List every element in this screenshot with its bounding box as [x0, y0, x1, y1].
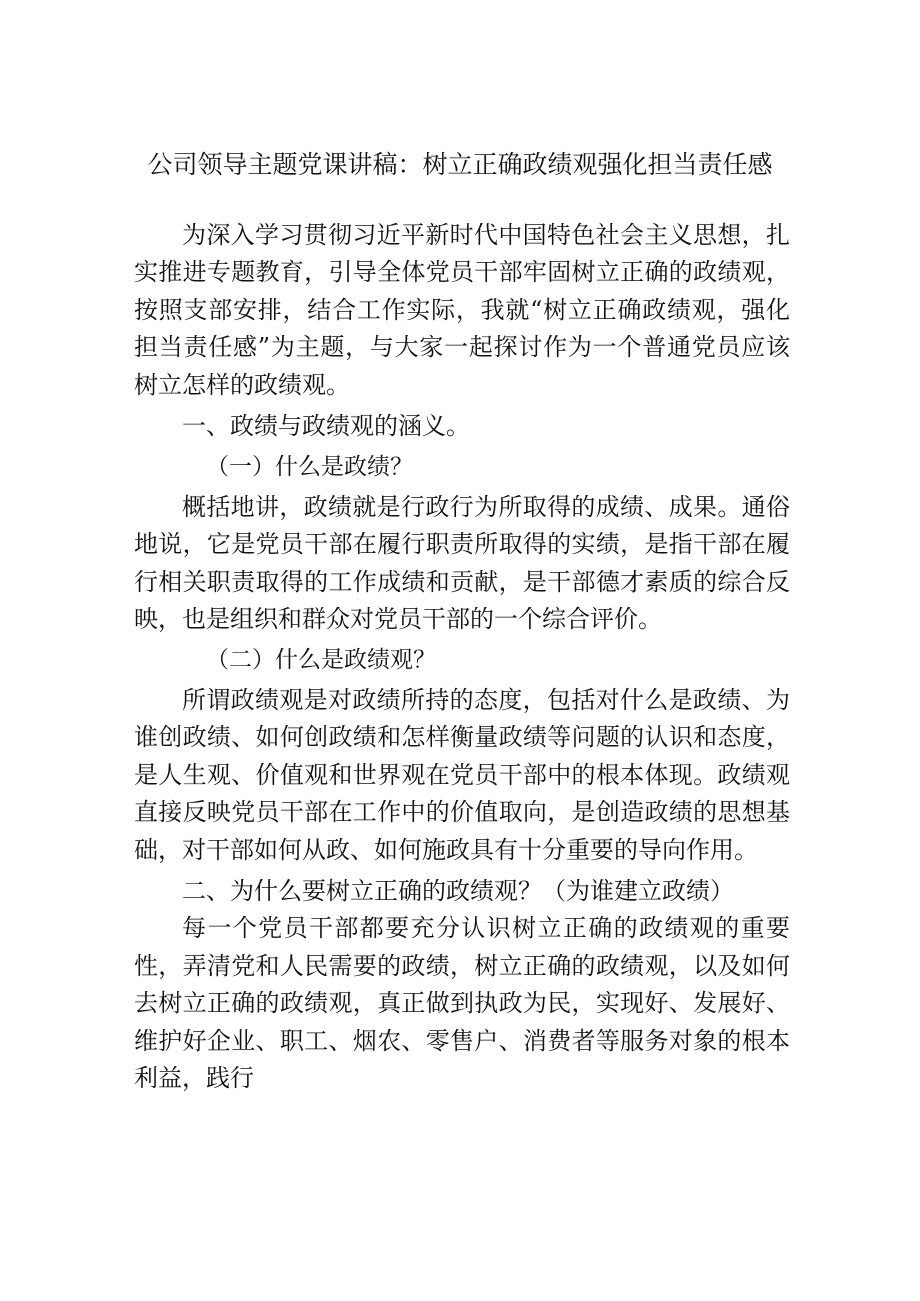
section-2-heading: 二、为什么要树立正确的政绩观？（为谁建立政绩）: [182, 876, 734, 905]
section-1-2-heading: （二）什么是政绩观？: [206, 647, 436, 674]
section-2-paragraph: 每一个党员干部都要充分认识树立正确的政绩观的重要性，弄清党和人民需要的政绩，树立正确的政绩观，以及如何去树立正确的政绩观，真正做到执政为民，实现好、发展好、维护好企业、职工、烟农、零售户、消费者等服务对象的根本利益，践行: [134, 914, 790, 1092]
section-1-heading: 一、政绩与政绩观的涵义。: [182, 412, 470, 441]
section-1-1-paragraph: 概括地讲，政绩就是行政行为所取得的成绩、成果。通俗地说，它是党员干部在履行职责所取得的实绩，是指干部在履行相关职责取得的工作成绩和贡献，是干部德才素质的综合反映，也是组织和群众对党员干部的一个综合评价。: [134, 492, 790, 634]
document-body: [134, 217, 790, 1097]
section-1-1-heading: （一）什么是政绩？: [206, 454, 413, 481]
intro-paragraph: 为深入学习贯彻习近平新时代中国特色社会主义思想，扎实推进专题教育，引导全体党员干部牢固树立正确的政绩观，按照支部安排，结合工作实际，我就“树立正确政绩观，强化担当责任感”为主题，与大家一起探讨作为一个普通党员应该树立怎样的政绩观。: [134, 221, 790, 399]
document-title: 公司领导主题党课讲稿：树立正确政绩观强化担当责任感: [147, 150, 773, 179]
section-1-2-paragraph: 所谓政绩观是对政绩所持的态度，包括对什么是政绩、为谁创政绩、如何创政绩和怎样衡量政绩等问题的认识和态度，是人生观、价值观和世界观在党员干部中的根本体现。政绩观直接反映党员干部在工作中的价值取向，是创造政绩的思想基础，对干部如何从政、如何施政具有十分重要的导向作用。: [134, 685, 790, 864]
